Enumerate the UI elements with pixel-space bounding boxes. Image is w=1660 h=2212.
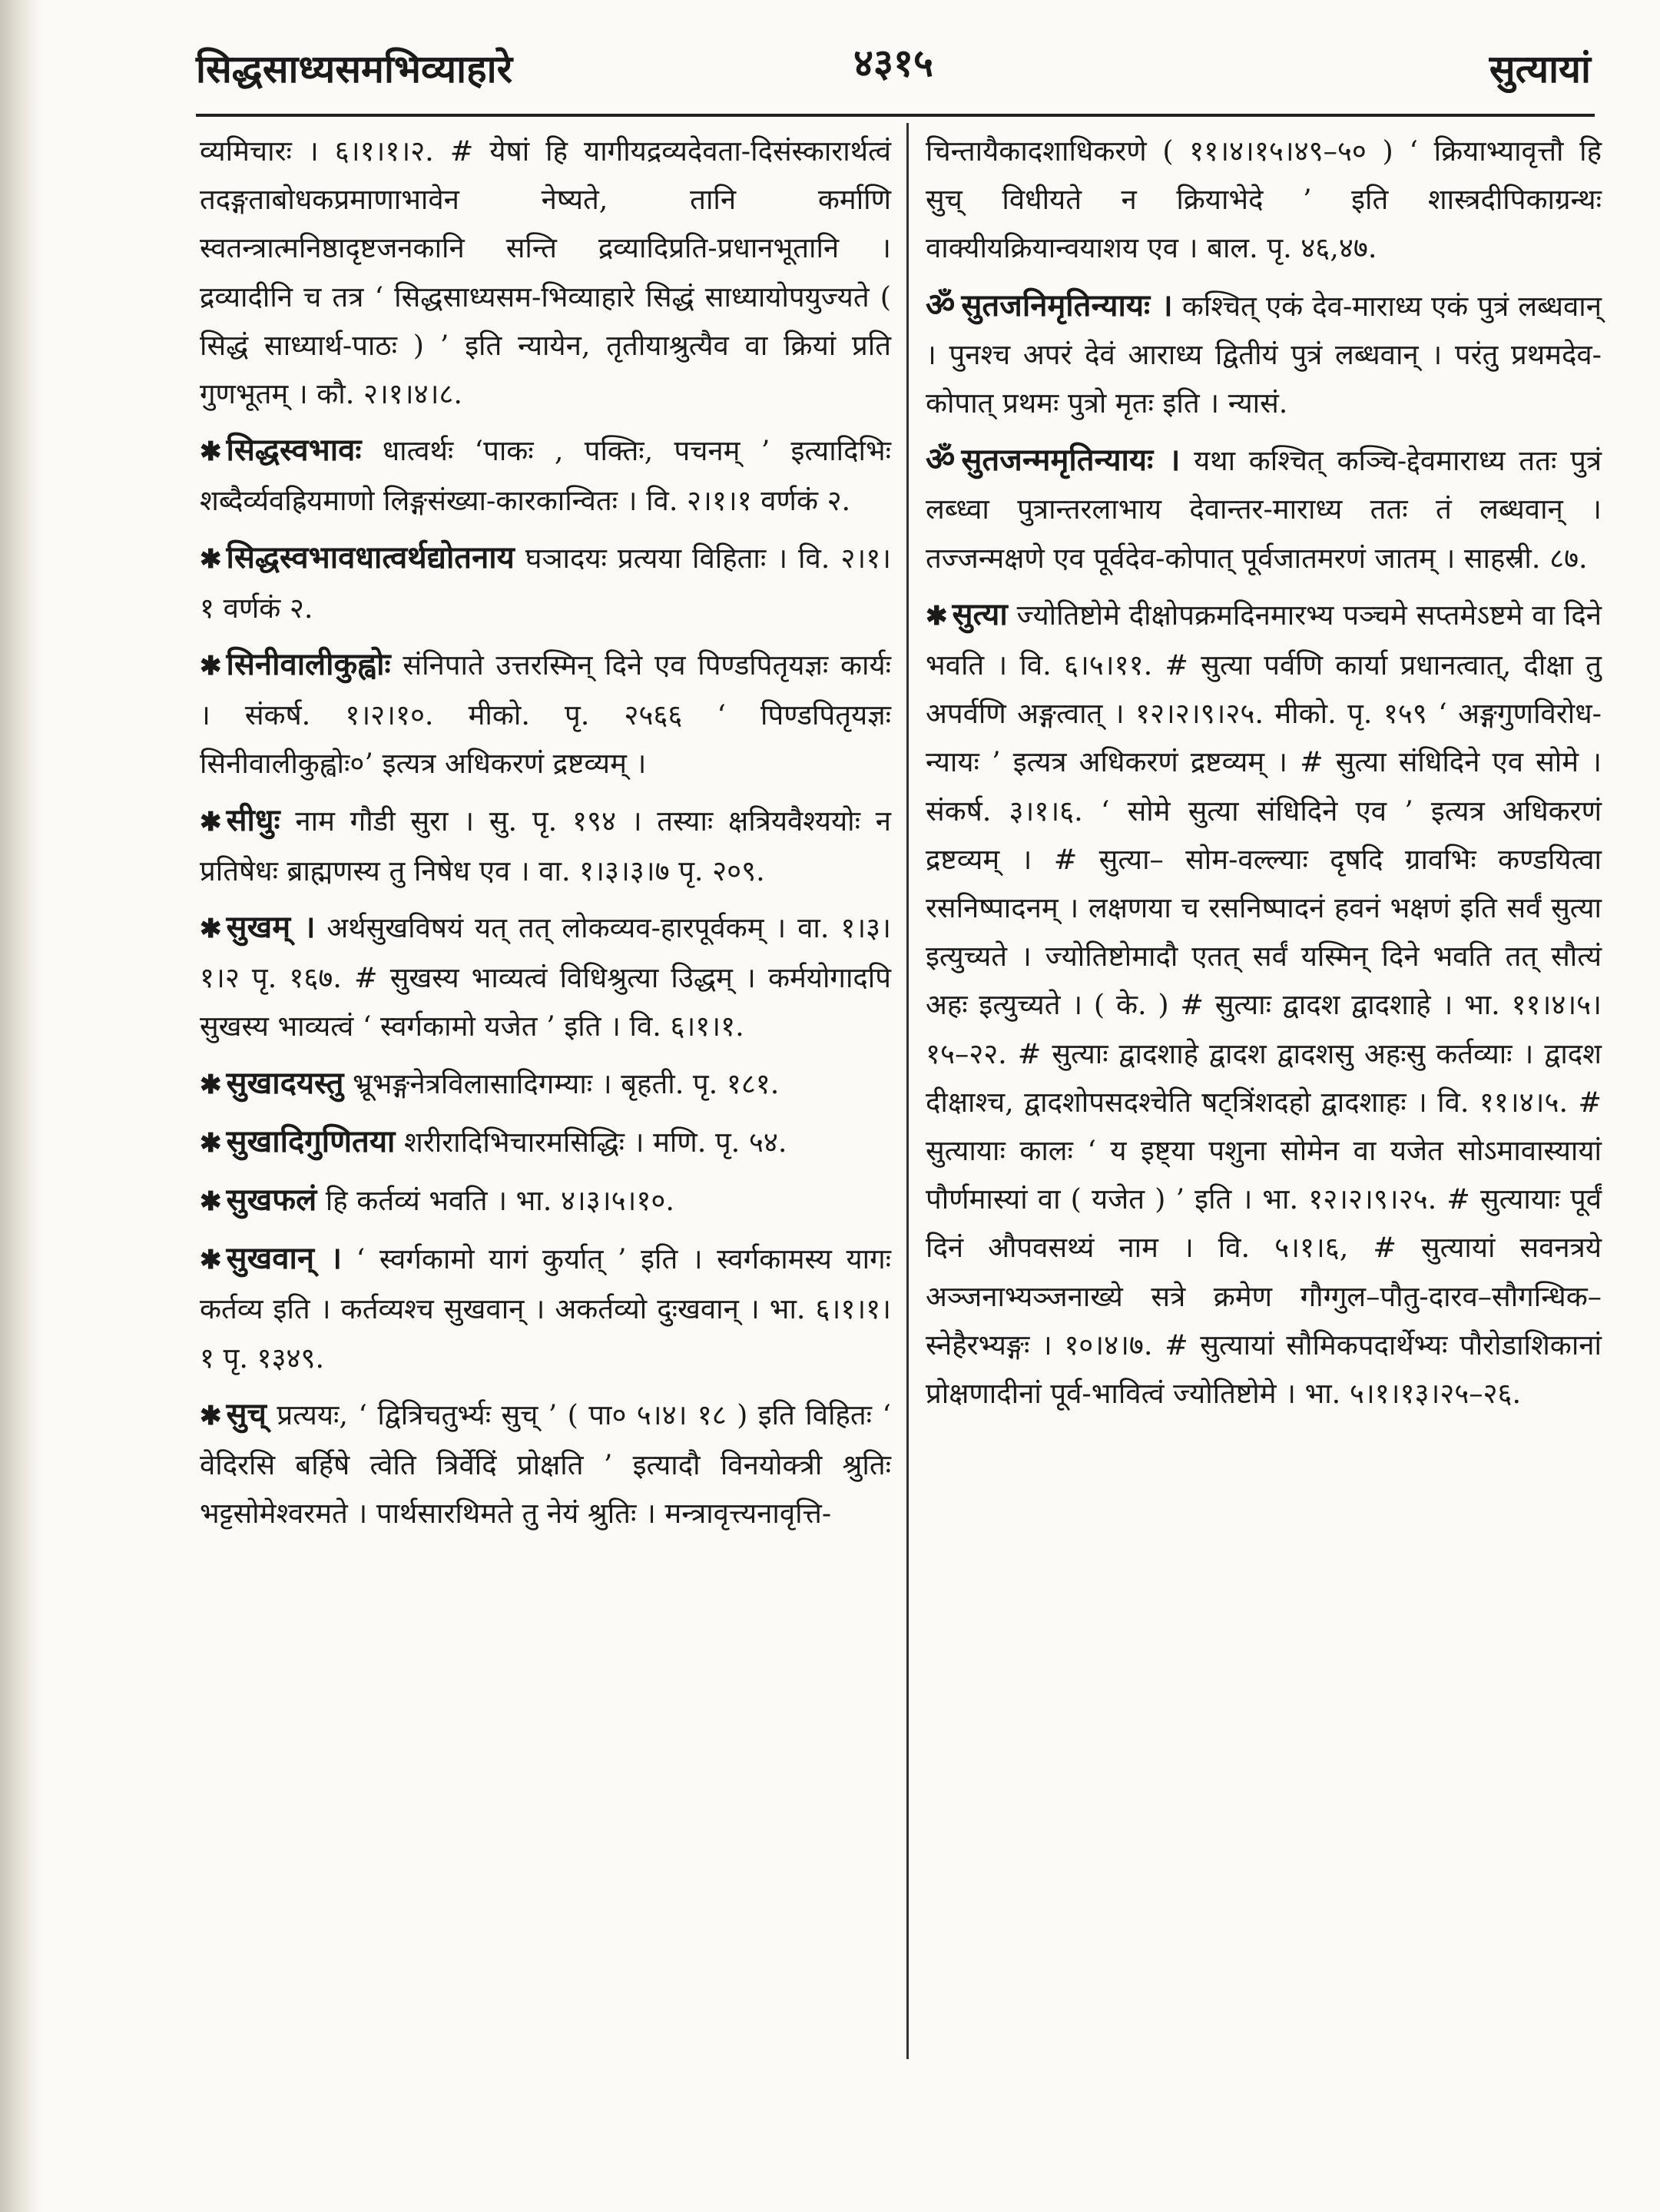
headword: सुखम् । bbox=[226, 909, 316, 946]
star-icon: ✱ bbox=[200, 1069, 222, 1100]
entry-text: नाम गौडी सुरा । सु. पृ. १९४ । तस्याः क्षत्रियवैश्ययोः न प्रतिषेधः ब्राह्मणस्य तु निषेध एव । वा. १।३।३।७ पृ. २०९. bbox=[200, 804, 891, 887]
entry bbox=[200, 1234, 891, 1382]
entry-text: ‘ स्वर्गकामो यागं कुर्यात् ’ इति । स्वर्गकामस्य यागः कर्तव्य इति । कर्तव्यश्च सुखवान् । अकर्तव्यो दुःखवान् । भा. ६।१।१।१ पृ. १३४९. bbox=[200, 1242, 892, 1375]
entry bbox=[200, 1176, 891, 1226]
star-icon: ✱ bbox=[200, 1245, 222, 1276]
entry-text: यथा कश्चित् कञ्चि-द्देवमाराध्य ततः पुत्रं लब्ध्वा पुत्रान्तरलाभाय देवान्तर-माराध्य ततः तं लब्धवान् । तज्जन्मक्षणे एव पूर्वदेव-कोपात् पूर्वजातमरणं जातम् । साहस्री. ८७. bbox=[926, 444, 1602, 575]
entry-text: भ्रूभङ्गनेत्रविलासादिगम्याः । बृहती. पृ. १८१. bbox=[353, 1066, 780, 1100]
om-icon: ॐ bbox=[926, 285, 956, 323]
star-icon: ✱ bbox=[200, 436, 222, 468]
star-icon: ✱ bbox=[200, 806, 222, 837]
entry bbox=[200, 1117, 891, 1168]
header-left-term: सिद्धसाध्यसमभिव्याहारे bbox=[196, 46, 513, 91]
entry bbox=[200, 533, 891, 632]
headword: सुखादिगुणितया bbox=[226, 1123, 396, 1159]
headword: सिद्धस्वभावधात्वर्थद्योतनाय bbox=[226, 539, 515, 575]
left-column bbox=[200, 127, 891, 1545]
entry bbox=[926, 590, 1602, 1418]
star-icon: ✱ bbox=[200, 651, 222, 682]
entry bbox=[926, 280, 1602, 428]
entry-text: चिन्तायैकादशाधिकरणे ( ११।४।१५।४९–५० ) ‘ क्रियाभ्यावृत्तौ हि सुच् विधीयते न क्रियाभेदे ’ इति शास्त्रदीपिकाग्रन्थः वाक्यीयक्रियान्वयाशय एव । बाल. पृ. ४६,४७. bbox=[926, 134, 1602, 265]
entry-text: शरीरादिभिचारमसिद्धिः । मणि. पृ. ५४. bbox=[404, 1125, 787, 1159]
star-icon: ✱ bbox=[200, 914, 222, 945]
headword: सुखवान् । bbox=[226, 1240, 343, 1277]
star-icon: ✱ bbox=[926, 600, 948, 632]
entry-text: प्रत्ययः, ‘ द्वित्रिचतुर्भ्यः सुच् ’ ( पा० ५।४। १८ ) इति विहितः ‘ वेदिरसि बर्हिषे त्वेति त्रिर्वेदिं प्रोक्षति ’ इत्यादौ विनयोक्त्री श्रुतिः भट्टसोमेश्वरमते । पार्थसारथिमते तु नेयं श्रुतिः । मन्त्रावृत्त्यनावृत्ति- bbox=[200, 1398, 891, 1530]
entry bbox=[200, 426, 891, 525]
entry bbox=[200, 903, 891, 1051]
headword: सीधुः bbox=[226, 801, 280, 838]
scan-edge bbox=[0, 0, 42, 2212]
entry-text: हि कर्तव्यं भवति । भा. ४।३।५।१०. bbox=[325, 1184, 674, 1218]
right-column bbox=[926, 127, 1602, 1425]
entry bbox=[200, 1059, 891, 1109]
headword: सुत्या bbox=[952, 595, 1008, 632]
entry-text: व्यमिचारः । ६।१।१।२. # येषां हि यागीयद्रव्यदेवता-दिसंस्कारार्थत्वं तदङ्गताबोधकप्रमाणाभावेन नेष्यते, तानि कर्माणि स्वतन्त्रात्मनिष्ठादृष्टजनकानि सन्ति द्रव्यादिप्रति-प्रधानभूतानि । द्रव्यादीनि च तत्र ‘ सिद्धसाध्यसम-भिव्याहारे सिद्धं साध्यायोपयुज्यते ( सिद्धं साध्यार्थ-पाठः ) ’ इति न्यायेन, तृतीयाश्रुत्यैव वा क्रियां प्रति गुणभूतम् । कौ. २।१।४।८. bbox=[200, 134, 891, 411]
star-icon: ✱ bbox=[200, 1400, 222, 1431]
header-right-term: सुत्यायां bbox=[1489, 46, 1591, 91]
entry-text: अर्थसुखविषयं यत् तत् लोकव्यव-हारपूर्वकम् । वा. १।३।१।२ पृ. १६७. # सुखस्य भाव्यत्वं विधिश्रुत्या उिद्धम् । कर्मयोगादपि सुखस्य भाव्यत्वं ‘ स्वर्गकामो यजेत ’ इति । वि. ६।१।१. bbox=[200, 911, 891, 1043]
headword: सुतजनिमृतिन्यायः । bbox=[961, 287, 1173, 323]
om-icon: ॐ bbox=[926, 440, 956, 479]
entry bbox=[200, 127, 891, 418]
entry bbox=[200, 796, 891, 895]
entry bbox=[200, 1390, 891, 1538]
page-header bbox=[196, 29, 1591, 106]
entry-text: संनिपाते उत्तरस्मिन् दिने एव पिण्डपितृयज्ञः कार्यः । संकर्ष. १।२।१०. मीको. पृ. २५६६ ‘ पिण्डपितृयज्ञः सिनीवालीकुह्वोः०’ इत्यत्र अधिकरणं द्रष्टव्यम् । bbox=[200, 648, 892, 781]
entry bbox=[200, 640, 891, 788]
header-rule bbox=[196, 114, 1595, 117]
page-number: ४३१५ bbox=[853, 40, 933, 85]
entry bbox=[926, 127, 1602, 273]
entry-text: धात्वर्थः ‘पाकः , पक्तिः, पचनम् ’ इत्यादिभिः शब्दैर्व्यवह्रियमाणो लिङ्गसंख्या-कारकान्वितः । वि. २।१।१ वर्णकं २. bbox=[200, 434, 891, 518]
column-divider bbox=[906, 123, 909, 2059]
entry-text: ज्योतिष्टोमे दीक्षोपक्रमदिनमारभ्य पञ्चमे सप्तमेऽष्टमे वा दिने भवति । वि. ६।५।११. # सुत्या पर्वणि कार्या प्रधानत्वात्, दीक्षा तु अपर्वणि अङ्गत्वात् । १२।२।९।२५. मीको. पृ. १५९ ‘ अङ्गगुणविरोध-न्यायः ’ इत्यत्र अधिकरणं द्रष्टव्यम् । # सुत्या संधिदिने एव सोमे । संकर्ष. ३।१।६. ‘ सोमे सुत्या संधिदिने एव ’ इत्यत्र अधिकरणं द्रष्टव्यम् । # सुत्या– सोम-वल्ल्याः दृषदि ग्रावभिः कण्डयित्वा रसनिष्पादनम् । लक्षणया च रसनिष्पादनं हवनं भक्षणं इति सर्वं सुत्या इत्युच्यते । ज्योतिष्टोमादौ एतत् सर्वं यस्मिन् दिने भवति तत् सौत्यं अहः इत्युच्यते । ( के. ) # सुत्याः द्वादश द्वादशाहे । भा. ११।४।५।१५–२२. # सुत्याः द्वादशाहे द्वादश द्वादशसु अहःसु कर्तव्याः । द्वादश दीक्षाश्च, द्वादशोपसदश्चेति षट्त्रिंशदहो द्वादशाहः । वि. ११।४।५. # सुत्यायाः कालः ‘ य इष्ट्या पशुना सोमेन वा यजेत सोऽमावास्यायां पौर्णमास्यां वा ( यजेत ) ’ इति । भा. १२।२।९।२५. # सुत्यायाः पूर्वं दिनं औपवसथ्यं नाम । वि. ५।१।६, # सुत्यायां सवनत्रये अञ्जनाभ्यञ्जनाख्ये सत्रे क्रमेण गौग्गुल–पौतु-दारव–सौगन्धिक–स्नेहैरभ्यङ्गः । १०।४।७. # सुत्यायां सौमिकपदार्थेभ्यः पौरोडाशिकानां प्रोक्षणादीनां पूर्व-भावित्वं ज्योतिष्टोमे । भा. ५।१।१३।२५–२६. bbox=[926, 598, 1602, 1411]
entry-text: घञादयः प्रत्यया विहिताः । वि. २।१।१ वर्णकं २. bbox=[200, 541, 892, 625]
star-icon: ✱ bbox=[200, 1127, 222, 1159]
star-icon: ✱ bbox=[200, 1186, 222, 1218]
entry-text: कश्चित् एकं देव-माराध्य एकं पुत्रं लब्धवान् । पुनश्च अपरं देवं आराध्य द्वितीयं पुत्रं लब्धवान् । परंतु प्रथमदेव-कोपात् प्रथमः पुत्रो मृतः इति । न्यासं. bbox=[926, 289, 1602, 420]
headword: सिनीवालीकुह्वोः bbox=[226, 646, 391, 683]
headword: सुतजन्ममृतिन्यायः । bbox=[961, 442, 1181, 479]
headword: सुखादयस्तु bbox=[226, 1064, 344, 1101]
headword: सुखफलं bbox=[226, 1182, 317, 1219]
star-icon: ✱ bbox=[200, 543, 222, 575]
entry bbox=[926, 435, 1602, 582]
headword: सुच् bbox=[226, 1395, 267, 1432]
headword: सिद्धस्वभावः bbox=[226, 432, 362, 469]
